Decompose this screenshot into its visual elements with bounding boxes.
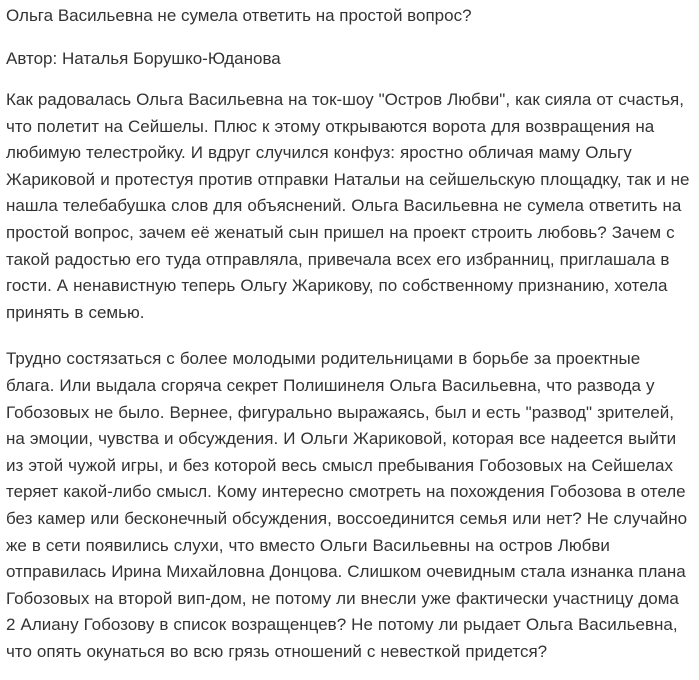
article-paragraph-1: Как радовалась Ольга Васильевна на ток-шоу "Остров Любви", как сияла от счастья, что полетит на Сейшелы. Плюс к этому открываются ворота для возвращения на любимую телестройку. И вдруг случился конфуз: яростно обличая маму Ольгу Жариковой и протестуя против отправки Натальи на сейшельскую площадку, так и не нашла телебабушка слов для объяснений. Ольга Васильевна не сумела ответить на простой вопрос, зачем её женатый сын пришел на проект строить любовь? Зачем с такой радостью его туда отправляла, привечала всех его избранниц, приглашала в гости. А ненавистную теперь Ольгу Жарикову, по собственному признанию, хотела принять в семью. <box>6 90 690 322</box>
article-paragraph-2: Трудно состязаться с более молодыми родительницами в борьбе за проектные блага. Или выдала сгоряча секрет Полишинеля Ольга Васильевна, что развода у Гобозовых не было. Вернее, фигурально выражаясь, был и есть "развод" зрителей, на эмоции, чувства и обсуждения. И Ольги Жариковой, которая все надеется выйти из этой чужой игры, и без которой весь смысл пребывания Гобозовых на Сейшелах теряет какой-либо смысл. Кому интересно смотреть на похождения Гобозова в отеле без камер или бесконечный обсуждения, воссоединится семья или нет? Не случайно же в сети появились слухи, что вместо Ольги Васильевны на остров Любви отправилась Ирина Михайловна Донцова. Слишком очевидным стала изнанка плана Гобозовых на второй вип-дом, не потому ли внесли уже фактически участницу дома 2 Алиану Гобозову в список возращенцев? Не потому ли рыдает Ольга Васильевна, что опять окунаться во всю грязь отношений с невесткой придется? <box>6 349 688 661</box>
article-title: Ольга Васильевна не сумела ответить на простой вопрос? <box>6 6 472 25</box>
article-author: Автор: Наталья Борушко-Юданова <box>6 49 281 68</box>
